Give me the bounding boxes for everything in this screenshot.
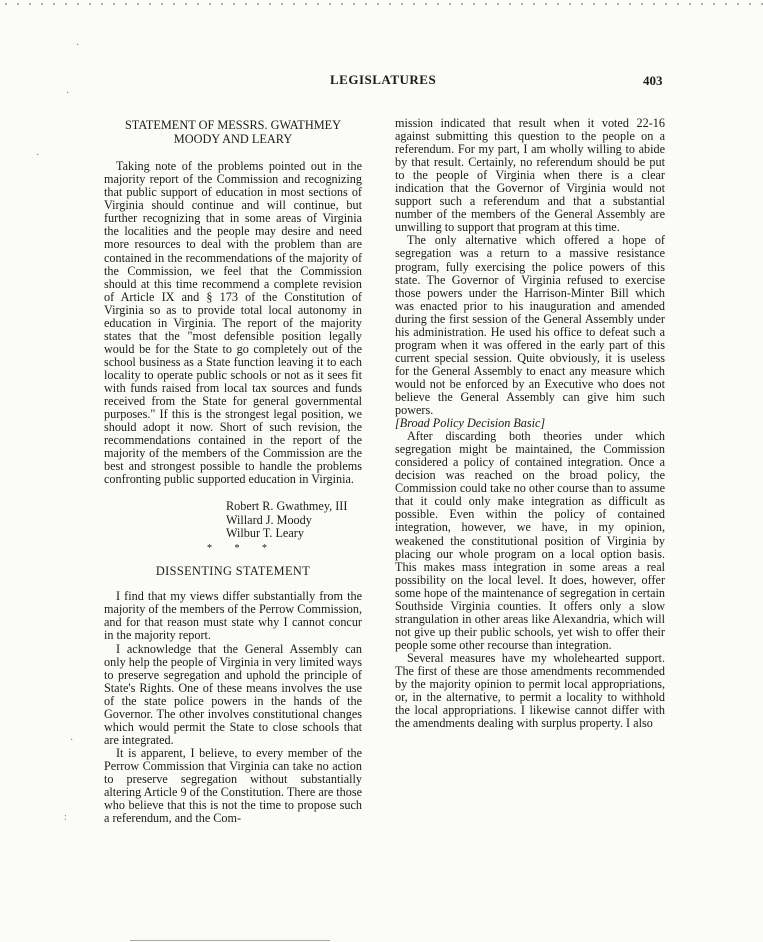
signature: Willard J. Moody xyxy=(226,512,312,527)
paragraph: I acknowledge that the General Assembly can only help the people of Virginia in very limited ways to preserve segregation and uphold the principle of State's Rights. One of these means involves the use of the state police powers in the hands of the Governor. The other involves constitutional changes which would permit the State to close schools that are integrated. xyxy=(104,641,362,747)
scan-mark: · xyxy=(76,40,80,51)
scan-mark: · xyxy=(36,150,40,161)
paragraph: After discarding both theories under which segregation might be maintained, the Commission considered a policy of contained integration. Once a decision was reached on the broad policy, the Commission could take no other course than to assume that it could only make integration as difficult as possible. Even within the policy of contained integration, however, we have, in my opinion, weakened the constitutional position of Virginia by placing our whole program on a local option basis. This makes mass integration in some areas a real possibility on the local level. It does, however, offer some hope of the maintenance of segregation in certain Southside Virginia counties. It offers only a slow strangulation in other areas like Alexandria, which will not give up their public schools, yet wish to offer their people some other recourse than integration. xyxy=(395,429,665,652)
section-heading: [Broad Policy Decision Basic] xyxy=(395,416,546,431)
signature: Wilbur T. Leary xyxy=(226,525,304,540)
dissent-title: DISSENTING STATEMENT xyxy=(155,564,311,579)
paragraph: mission indicated that result when it voted 22-16 against submitting this question to the people on a referendum. For my part, I am wholly willing to abide by that result. Certainly, no referendum should be put to the people of Virginia when there is a clear indication that the Governor of Virginia would not support such a referendum and that a substantial number of the members of the General Assembly are unwilling to support that program at this time. xyxy=(395,116,665,235)
signature-block xyxy=(226,500,362,540)
scan-mark: : xyxy=(64,812,67,823)
paragraph: I find that my views differ substantially from the majority of the members of the Perrow Commission, and for that reason must state why I cannot concur in the majority report. xyxy=(104,589,362,643)
page-header xyxy=(0,72,763,92)
bottom-edge-rule xyxy=(130,940,330,941)
section-separator: * * * xyxy=(207,543,277,555)
scan-edge-dots xyxy=(0,0,763,8)
left-column xyxy=(104,117,362,825)
page-number: 403 xyxy=(643,73,663,88)
running-head: LEGISLATURES xyxy=(330,72,437,87)
signature: Robert R. Gwathmey, III xyxy=(226,499,348,514)
paragraph: Several measures have my wholehearted support. The first of these are those amendments recommended by the majority opinion to permit local appropriations, or, in the alternative, to permit a locality to withhold the local appropriations. I likewise cannot differ with the amendments dealing with surplus property. I also xyxy=(395,650,665,731)
scan-mark: · xyxy=(70,735,74,746)
paragraph: The only alternative which offered a hope of segregation was a return to a massive resistance program, fully exercising the police powers of this state. The Governor of Virginia refused to exercise those powers under the Harrison-Minter Bill which was enacted prior to his inauguration and amended during the first session of the General Assembly under his administration. He used his office to defeat such a program when it was offered in the early part of this current special session. Quite obviously, it is useless for the General Assembly to enact any measure which would not be enforced by an Executive who does not believe the General Assembly can give him such powers. xyxy=(395,233,665,418)
right-column xyxy=(395,117,665,730)
paragraph: Taking note of the problems pointed out in the majority report of the Commission and recognizing that public support of education in most sections of Virginia should continue and will continue, but further recognizing that in some areas of Virginia the localities and the people may desire and need more resources to deal with the problem than are contained in the recommendations of the majority of the Commission, we feel that the Commission should at this time recommend a complete revision of Article IX and § 173 of the Constitution of Virginia so as to provide total local autonomy in education in Virginia. The report of the majority states that the "most defensible position legally would be for the State to go completely out of the school business as a State function leaving it to each locality to operate public schools or not as it sees fit with funds raised from local tax sources and funds received from the State for general governmental purposes." If this is the strongest legal position, we should adopt it now. Short of such revision, the recommendations contained in the report of the majority of the members of the Commission are the best and strongest possible to handle the problems confronting public supported education in Virginia. xyxy=(104,159,362,487)
scan-mark: · xyxy=(66,88,70,99)
paragraph: It is apparent, I believe, to every member of the Perrow Commission that Virginia can take no action to preserve segregation without substantially altering Article 9 of the Constitution. There are those who believe that this is not the time to propose such a referendum, and the Com- xyxy=(104,745,363,826)
statement-title: STATEMENT OF MESSRS. GWATHMEY MOODY AND LEARY xyxy=(124,118,342,146)
